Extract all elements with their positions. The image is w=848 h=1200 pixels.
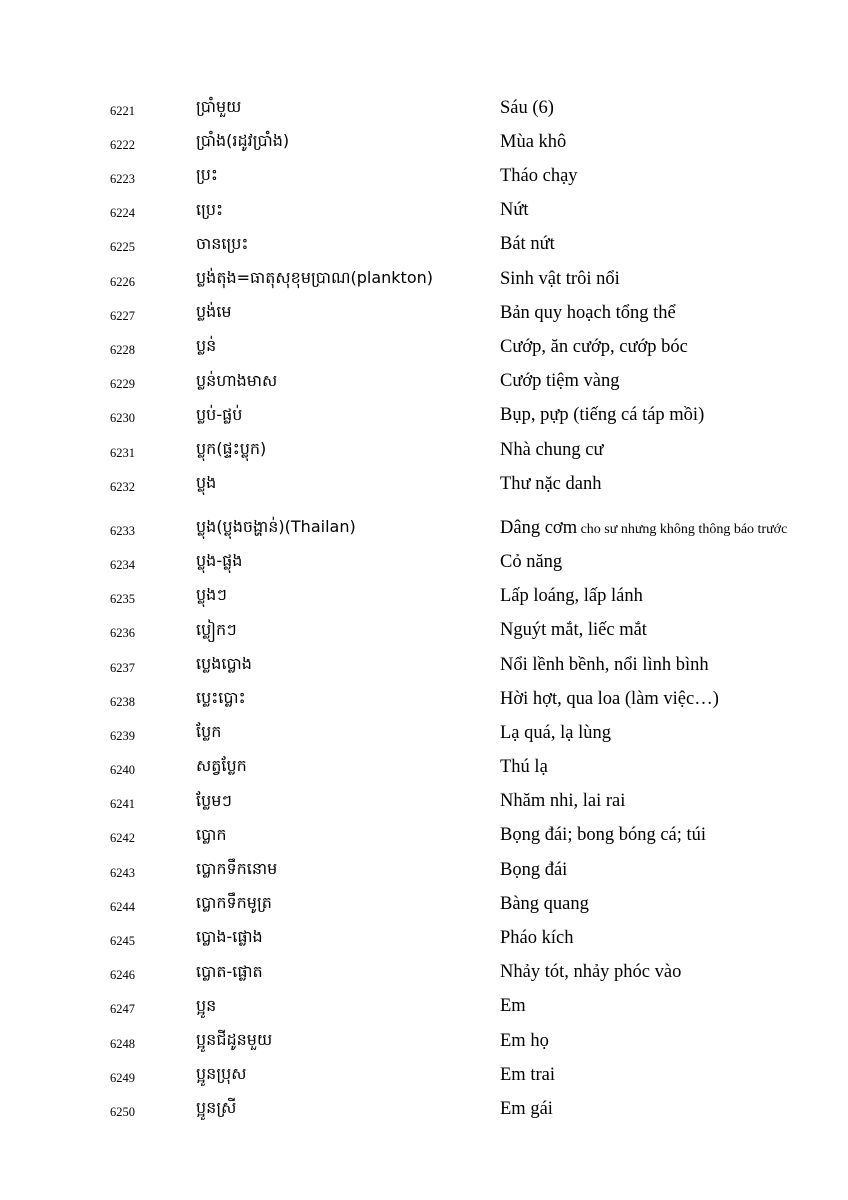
khmer-term: ប្លុង-ផ្លុង xyxy=(196,551,243,571)
vietnamese-translation xyxy=(500,1032,549,1051)
dictionary-entry-row xyxy=(0,88,848,122)
entry-number: 6230 xyxy=(110,411,135,426)
translation-main: Cướp tiệm vàng xyxy=(500,371,620,392)
translation-main: Lạ quá, lạ lùng xyxy=(500,722,611,743)
dictionary-entry-row xyxy=(0,327,848,361)
translation-note: cho sư nhưng không thông báo trước xyxy=(577,521,788,537)
entry-number: 6245 xyxy=(110,934,135,948)
translation-main: Nguýt mắt, liếc mắt xyxy=(500,620,647,641)
vietnamese-translation xyxy=(500,929,573,948)
translation-main: Em họ xyxy=(500,1030,549,1051)
vietnamese-translation xyxy=(500,587,643,606)
translation-main: Lấp loáng, lấp lánh xyxy=(500,586,643,607)
translation-main: Nổi lềnh bềnh, nổi lình bình xyxy=(500,654,709,675)
vietnamese-translation xyxy=(500,861,567,880)
dictionary-entry-row xyxy=(0,225,848,259)
translation-main: Dâng cơm xyxy=(500,517,578,538)
entry-number: 6241 xyxy=(110,797,135,812)
dictionary-entry-row xyxy=(0,396,848,430)
dictionary-entry-row xyxy=(0,816,848,850)
translation-main: Bát nứt xyxy=(500,234,555,255)
translation-main: Mùa khô xyxy=(500,131,567,152)
entry-number: 6231 xyxy=(110,445,135,460)
khmer-term: ប្លោក xyxy=(196,824,227,844)
vietnamese-translation xyxy=(500,133,566,152)
dictionary-entry-list xyxy=(0,88,848,1123)
translation-main: Nứt xyxy=(500,200,529,221)
dictionary-entry-row xyxy=(0,542,848,576)
dictionary-entry-row xyxy=(0,464,848,498)
khmer-term: ប្រះ xyxy=(196,165,218,185)
entry-number: 6224 xyxy=(110,206,135,221)
khmer-term: ប្លន់ xyxy=(196,336,217,356)
dictionary-entry-row xyxy=(0,611,848,645)
translation-main: Em gái xyxy=(500,1098,553,1119)
translation-main: Bọng đái; bong bóng cá; túi xyxy=(500,825,707,846)
vietnamese-translation xyxy=(500,963,681,982)
vietnamese-translation xyxy=(500,270,620,289)
vietnamese-translation xyxy=(500,895,589,914)
translation-main: Tháo chạy xyxy=(500,166,578,187)
translation-main: Hời hợt, qua loa (làm việc…) xyxy=(500,688,719,709)
khmer-term: ប្លែក xyxy=(196,722,222,742)
translation-main: Sinh vật trôi nổi xyxy=(500,268,620,289)
entry-number: 6223 xyxy=(110,172,135,187)
khmer-term: ប្លោង-ផ្លោង xyxy=(196,927,263,947)
entry-number: 6248 xyxy=(110,1036,135,1051)
translation-main: Sáu (6) xyxy=(500,97,554,118)
dictionary-entry-row xyxy=(0,782,848,816)
dictionary-entry-row xyxy=(0,1055,848,1089)
khmer-term: ប្អូនប្រុស xyxy=(196,1064,247,1084)
dictionary-entry-row xyxy=(0,1089,848,1123)
khmer-term: ប្លង់មេ xyxy=(196,302,232,322)
dictionary-entry-row xyxy=(0,156,848,190)
entry-number: 6236 xyxy=(110,626,135,641)
vietnamese-translation xyxy=(500,441,604,460)
vietnamese-translation xyxy=(500,519,787,538)
entry-number: 6240 xyxy=(110,763,135,778)
entry-number: 6250 xyxy=(110,1104,135,1119)
dictionary-entry-row xyxy=(0,498,848,542)
vietnamese-translation xyxy=(500,656,709,675)
dictionary-entry-row xyxy=(0,122,848,156)
dictionary-entry-row xyxy=(0,430,848,464)
entry-number: 6244 xyxy=(110,899,135,914)
khmer-term: ប្លែមៗ xyxy=(196,790,232,810)
vietnamese-translation xyxy=(500,553,562,572)
dictionary-entry-row xyxy=(0,293,848,327)
entry-number: 6228 xyxy=(110,343,135,357)
entry-number: 6247 xyxy=(110,1002,135,1017)
khmer-term: ប្លុងៗ xyxy=(196,585,227,605)
khmer-term: ប្រាំង(រដូវប្រាំង) xyxy=(196,131,290,151)
entry-number: 6237 xyxy=(110,660,135,675)
vietnamese-translation xyxy=(500,475,601,494)
khmer-term: ប្អូន xyxy=(196,995,217,1015)
khmer-term: ប្លង់តុង=ធាតុសុខុមប្រាណ(plankton) xyxy=(196,267,433,287)
vietnamese-translation xyxy=(500,1100,553,1119)
entry-number: 6232 xyxy=(110,479,135,494)
dictionary-entry-row xyxy=(0,918,848,952)
khmer-term: ប្អូនជីដូនមួយ xyxy=(196,1029,273,1049)
khmer-term: ប្លេងប្លោង xyxy=(196,653,252,673)
translation-main: Bàng quang xyxy=(500,893,589,914)
dictionary-entry-row xyxy=(0,362,848,396)
entry-number: 6239 xyxy=(110,728,135,743)
vietnamese-translation xyxy=(500,372,620,391)
entry-number: 6229 xyxy=(110,377,135,392)
translation-main: Bọng đái xyxy=(500,859,568,880)
dictionary-entry-row xyxy=(0,576,848,610)
khmer-term: ប្លេះប្លោះ xyxy=(196,688,246,707)
translation-main: Bụp, pựp (tiếng cá táp mồi) xyxy=(500,405,705,426)
dictionary-entry-row xyxy=(0,259,848,293)
dictionary-entry-row xyxy=(0,987,848,1021)
khmer-term: ប្រេះ xyxy=(196,199,224,219)
entry-number: 6243 xyxy=(110,865,135,880)
vietnamese-translation xyxy=(500,690,719,709)
dictionary-entry-row xyxy=(0,953,848,987)
vietnamese-translation xyxy=(500,621,647,640)
vietnamese-translation xyxy=(500,724,611,743)
translation-main: Em trai xyxy=(500,1064,555,1085)
entry-number: 6234 xyxy=(110,557,135,572)
khmer-term: ប្លន់ហាងមាស xyxy=(196,370,278,390)
vietnamese-translation xyxy=(500,758,548,777)
khmer-term: ប្លោកទឹកនោម xyxy=(196,858,278,878)
vietnamese-translation xyxy=(500,826,706,845)
dictionary-entry-row xyxy=(0,884,848,918)
entry-number: 6233 xyxy=(110,523,135,538)
translation-main: Cỏ năng xyxy=(500,551,563,572)
entry-number: 6238 xyxy=(110,694,135,709)
entry-number: 6242 xyxy=(110,831,135,846)
khmer-term: ប្លុក(ផ្ទះប្លុក) xyxy=(196,438,267,458)
vietnamese-translation xyxy=(500,1066,555,1085)
khmer-term: ប្លុង(ប្លុងចង្ហាន់)(Thailan) xyxy=(196,517,356,537)
dictionary-entry-row xyxy=(0,747,848,781)
translation-main: Thư nặc danh xyxy=(500,473,602,494)
dictionary-entry-row xyxy=(0,713,848,747)
dictionary-entry-row xyxy=(0,191,848,225)
translation-main: Pháo kích xyxy=(500,928,574,948)
vietnamese-translation xyxy=(500,338,688,357)
vietnamese-translation xyxy=(500,997,526,1016)
entry-number: 6222 xyxy=(110,137,135,152)
khmer-term: ប្អូនស្រី xyxy=(196,1098,237,1118)
vietnamese-translation xyxy=(500,406,704,425)
vietnamese-translation xyxy=(500,201,529,220)
khmer-term: ប្លោត-ផ្លោត xyxy=(196,961,263,981)
entry-number: 6249 xyxy=(110,1070,135,1085)
vietnamese-translation xyxy=(500,167,578,186)
entry-number: 6227 xyxy=(110,308,135,323)
translation-main: Cướp, ăn cướp, cướp bóc xyxy=(500,337,688,357)
entry-number: 6225 xyxy=(110,240,135,255)
entry-number: 6246 xyxy=(110,968,135,983)
translation-main: Em xyxy=(500,996,526,1017)
vietnamese-translation xyxy=(500,99,554,118)
entry-number: 6221 xyxy=(110,103,135,118)
khmer-term: ប្លប់-ផ្លប់ xyxy=(196,404,243,424)
khmer-term: ប្លោកទឹកមូត្រ xyxy=(196,893,272,913)
dictionary-entry-row xyxy=(0,645,848,679)
entry-number: 6235 xyxy=(110,592,135,607)
khmer-term: ប្រាំមួយ xyxy=(196,97,242,116)
translation-main: Bản quy hoạch tổng thể xyxy=(500,302,676,323)
translation-main: Nhăm nhi, lai rai xyxy=(500,791,626,812)
translation-main: Nhà chung cư xyxy=(500,439,604,460)
translation-main: Nhảy tót, nhảy phóc vào xyxy=(500,962,682,983)
khmer-term: ចានប្រេះ xyxy=(196,233,249,253)
khmer-term: សត្វប្លែក xyxy=(196,756,247,776)
vietnamese-translation xyxy=(500,304,676,323)
vietnamese-translation xyxy=(500,235,555,254)
dictionary-entry-row xyxy=(0,850,848,884)
dictionary-entry-row xyxy=(0,679,848,713)
khmer-term: ប្លៀកៗ xyxy=(196,619,237,639)
entry-number: 6226 xyxy=(110,274,135,289)
vietnamese-translation xyxy=(500,792,625,811)
dictionary-entry-row xyxy=(0,1021,848,1055)
translation-main: Thú lạ xyxy=(500,757,548,778)
khmer-term: ប្លុង xyxy=(196,473,217,493)
